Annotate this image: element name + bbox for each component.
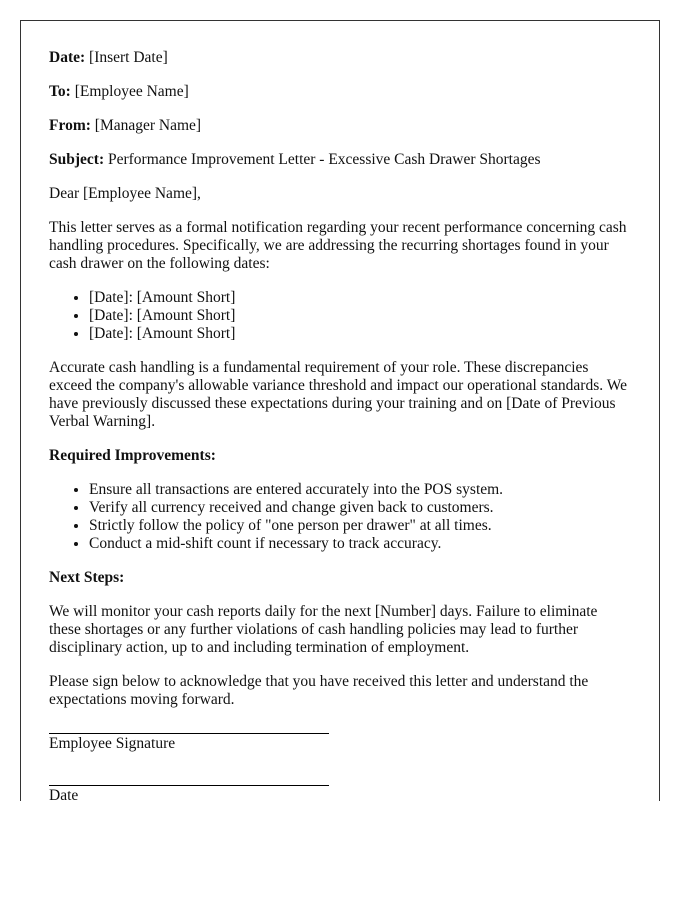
shortage-item: • [Date]: [Amount Short] bbox=[89, 289, 631, 307]
date-field bbox=[49, 49, 631, 67]
shortage-list bbox=[49, 289, 631, 343]
improvement-item: • Strictly follow the policy of "one person per drawer" at all times. bbox=[89, 517, 631, 535]
next-steps-paragraph: We will monitor your cash reports daily for the next [Number] days. Failure to eliminate these shortages or any further violations of cash handling policies may lead to further disciplinary action, up to and including termination of employment. bbox=[49, 603, 598, 656]
letter-page bbox=[20, 20, 660, 801]
date-signature-line[interactable] bbox=[49, 785, 329, 786]
from-label: From: bbox=[49, 117, 91, 134]
date-value: [Insert Date] bbox=[89, 49, 168, 66]
employee-signature-line[interactable] bbox=[49, 733, 329, 734]
improvement-item: • Ensure all transactions are entered accurately into the POS system. bbox=[89, 481, 631, 499]
date-signature-label: Date bbox=[49, 787, 79, 801]
shortage-item: • [Date]: [Amount Short] bbox=[89, 307, 631, 325]
shortage-item: • [Date]: [Amount Short] bbox=[89, 325, 631, 343]
employee-signature-label: Employee Signature bbox=[49, 735, 176, 752]
to-label: To: bbox=[49, 83, 71, 100]
improvement-item: • Verify all currency received and change given back to customers. bbox=[89, 499, 631, 517]
improvements-heading: Required Improvements: bbox=[49, 447, 216, 464]
to-value: [Employee Name] bbox=[74, 83, 189, 100]
next-steps-heading: Next Steps: bbox=[49, 569, 125, 586]
explanation-paragraph: Accurate cash handling is a fundamental requirement of your role. These discrepancies exceed the company's allowable variance threshold and impact our operational standards. We have previously discussed these expectations during your training and on [Date of Previous Verbal Warning]. bbox=[49, 359, 627, 430]
from-value: [Manager Name] bbox=[94, 117, 202, 134]
salutation: Dear [Employee Name], bbox=[49, 185, 201, 202]
date-label: Date: bbox=[49, 49, 86, 66]
from-field bbox=[49, 117, 631, 135]
to-field bbox=[49, 83, 631, 101]
improvements-list bbox=[49, 481, 631, 553]
improvement-item: • Conduct a mid-shift count if necessary to track accuracy. bbox=[89, 535, 631, 553]
subject-label: Subject: bbox=[49, 151, 105, 168]
letter-content bbox=[21, 21, 659, 801]
intro-paragraph: This letter serves as a formal notification regarding your recent performance concerning cash handling procedures. Specifically, we are addressing the recurring shortages found in your cash drawer on the following dates: bbox=[49, 219, 627, 272]
signature-block bbox=[49, 733, 631, 801]
subject-value: Performance Improvement Letter - Excessive Cash Drawer Shortages bbox=[107, 151, 541, 168]
subject-field bbox=[49, 151, 631, 169]
acknowledgment-paragraph: Please sign below to acknowledge that you have received this letter and understand the expectations moving forward. bbox=[49, 673, 589, 708]
